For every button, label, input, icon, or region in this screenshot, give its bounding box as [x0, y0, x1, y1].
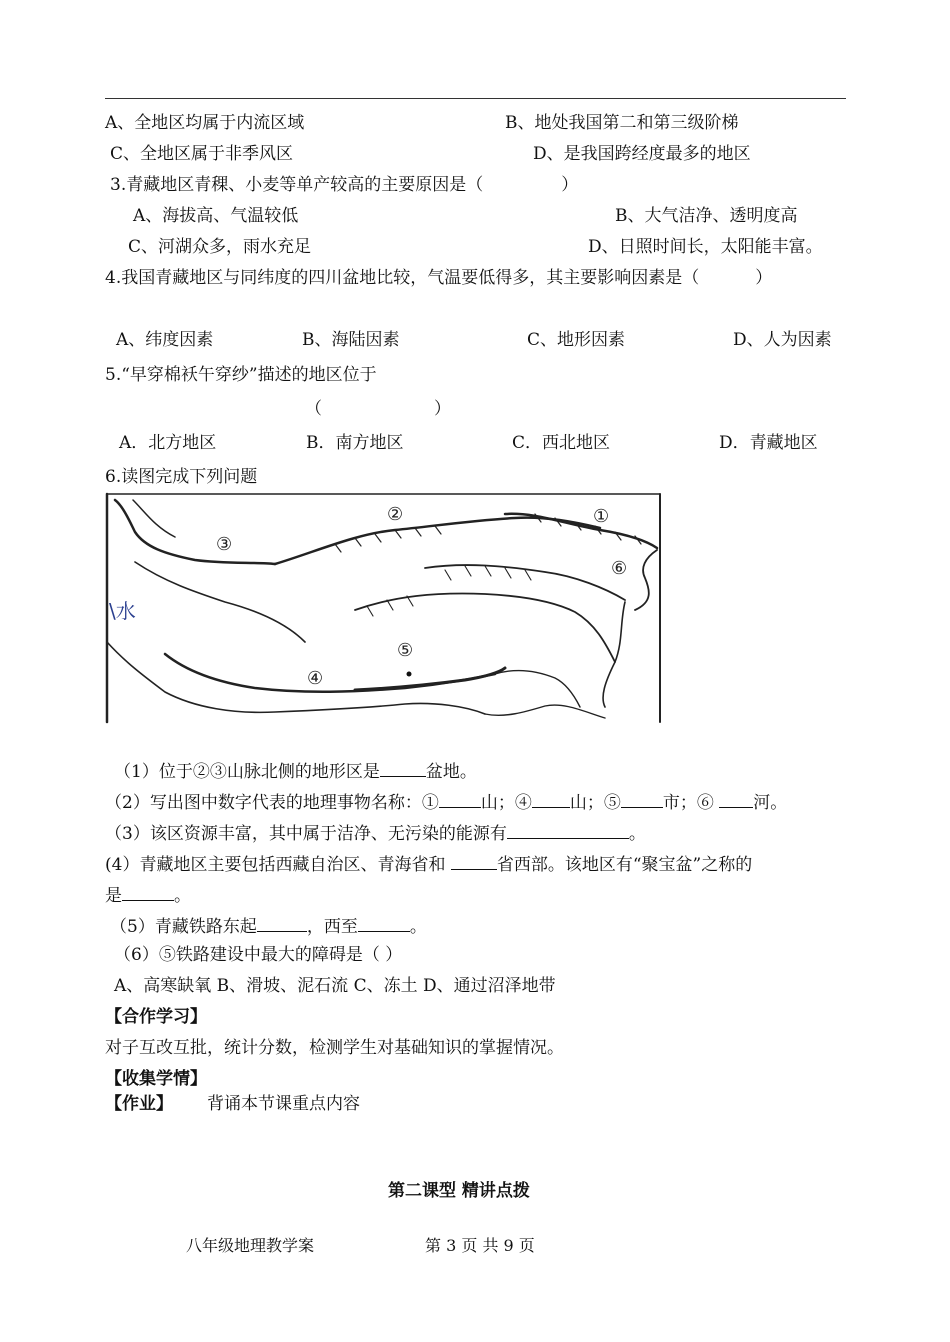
coop-title: 【合作学习】: [105, 1007, 207, 1027]
q5-option-b: B．南方地区: [306, 433, 404, 453]
map-east-border: [635, 550, 657, 610]
q6-sub2-end: 河。: [753, 793, 788, 813]
map-label-3: ③: [216, 534, 233, 555]
answer-blank: [532, 790, 570, 808]
map-mountain-2: [275, 518, 600, 564]
answer-blank: [507, 821, 629, 839]
q6-sub5-text: （5）青藏铁路东起: [110, 917, 257, 937]
q5-close: ）: [434, 399, 451, 419]
homework-row: [105, 1093, 360, 1115]
q2-option-a: A、全地区均属于内流区域: [105, 113, 305, 133]
q6-sub1: [114, 759, 477, 783]
q6-sub6-options: A、高寒缺氧 B、滑坡、泥石流 C、冻土 D、通过沼泽地带: [114, 976, 556, 996]
q2-option-c: C、全地区属于非季风区: [110, 144, 294, 164]
q4-option-d: D、人为因素: [733, 330, 832, 350]
answer-blank: [439, 790, 481, 808]
q6-sub3: [105, 821, 646, 845]
q3-option-d: D、日照时间长，太阳能丰富。: [588, 237, 823, 257]
q6-sub5-part2: ，西至: [306, 917, 358, 937]
q2-option-d: D、是我国跨经度最多的地区: [533, 144, 751, 164]
q6-sub4-part3: 是: [105, 886, 122, 906]
q3-close: ）: [561, 175, 579, 195]
q6-sub5-end: 。: [409, 917, 427, 937]
map-label-4: ④: [307, 668, 324, 689]
q6-sub3-text: （3）该区资源丰富，其中属于洁净、无污染的能源有: [105, 824, 507, 844]
map-central-range: [355, 594, 615, 662]
q6-sub3-end: 。: [628, 824, 646, 844]
q3-stem-text: 3.青藏地区青稞、小麦等单产较高的主要原因是（: [110, 175, 484, 195]
page-number: 第 3 页 共 9 页: [425, 1236, 535, 1255]
answer-blank: [451, 852, 497, 870]
q3-option-a: A、海拔高、气温较低: [133, 206, 299, 226]
map-label-5: ⑤: [397, 640, 414, 661]
q6-sub1-text: （1）位于②③山脉北侧的地形区是: [114, 762, 380, 782]
map-label-6: ⑥: [611, 558, 628, 579]
q4-stem: [105, 267, 772, 289]
q4-stem-text: 4.我国青藏地区与同纬度的四川盆地比较，气温要低得多，其主要影响因素是（: [105, 268, 700, 288]
q6-sub1-end: 盆地。: [425, 762, 477, 782]
q5-stem: 5.“早穿棉袄午穿纱”描述的地区位于: [105, 365, 377, 385]
q6-sub4: [105, 852, 752, 876]
answer-blank: [380, 759, 426, 777]
map-mountain-4-thick: [355, 668, 505, 690]
homework-text: 背诵本节课重点内容: [207, 1094, 360, 1114]
q6-sub4-cont: [105, 883, 191, 907]
q4-close: ）: [755, 268, 773, 288]
map-east-river: [603, 602, 625, 707]
map-label-2: ②: [387, 504, 404, 525]
q6-sub6: （6）⑤铁路建设中最大的障碍是（ ）: [114, 945, 403, 965]
map-city-dot: [407, 672, 412, 677]
map-label-1: ①: [593, 506, 610, 527]
q6-sub4-text: (4）青藏地区主要包括西藏自治区、青海省和: [105, 855, 451, 875]
q5-open: （: [305, 399, 322, 419]
q4-option-b: B、海陆因素: [302, 330, 400, 350]
q6-sub4-end: 。: [174, 886, 191, 906]
map-mountain-4: [165, 654, 495, 692]
map-border-line: [133, 500, 175, 537]
map-yarlung-river: [495, 671, 580, 707]
q6-sub5: [110, 914, 427, 938]
footer-title: 八年级地理教学案: [186, 1236, 315, 1255]
q6-sub4-part2: 省西部。该地区有“聚宝盆”之称的: [496, 855, 753, 875]
q5-option-d: D．青藏地区: [719, 433, 818, 453]
q6-sub2: [105, 790, 787, 814]
q2-option-b: B、地处我国第二和第三级阶梯: [505, 113, 739, 133]
q5-answer-parens: [305, 398, 451, 420]
q3-option-c: C、河湖众多，雨水充足: [128, 237, 312, 257]
qinghai-tibet-map: [105, 492, 662, 724]
map-mountain-1: [505, 514, 657, 548]
q6-sub2-part3: 山；⑤: [569, 793, 621, 813]
map-west-line: [135, 562, 305, 642]
coop-text: 对子互改互批，统计分数，检测学生对基础知识的掌握情况。: [105, 1038, 564, 1058]
answer-blank: [621, 790, 663, 808]
q5-option-a: A．北方地区: [119, 433, 217, 453]
q6-sub2-text: （2）写出图中数字代表的地理事物名称：①: [105, 793, 439, 813]
q6-sub2-part2: 山；④: [480, 793, 532, 813]
q4-option-a: A、纬度因素: [116, 330, 214, 350]
answer-blank: [358, 914, 410, 932]
map-central-ticks: [367, 596, 413, 616]
header-rule: [105, 98, 846, 99]
map-south-border-east: [485, 705, 605, 718]
map-mountain-3: [115, 500, 275, 564]
answer-blank: [719, 790, 753, 808]
collect-title: 【收集学情】: [105, 1069, 207, 1089]
q3-option-b: B、大气洁净、透明度高: [615, 206, 798, 226]
q5-option-c: C．西北地区: [512, 433, 611, 453]
q6-sub2-part4: 市；⑥: [662, 793, 720, 813]
q4-option-c: C、地形因素: [527, 330, 626, 350]
answer-blank: [122, 883, 174, 901]
answer-blank: [257, 914, 307, 932]
q3-stem: [110, 174, 578, 196]
lesson-title: 第二课型 精讲点拨: [388, 1181, 530, 1201]
map-handwriting: \水: [109, 599, 136, 623]
homework-title: 【作业】: [105, 1094, 173, 1114]
map-south-border: [107, 642, 485, 714]
q6-stem: 6.读图完成下列问题: [105, 467, 258, 487]
